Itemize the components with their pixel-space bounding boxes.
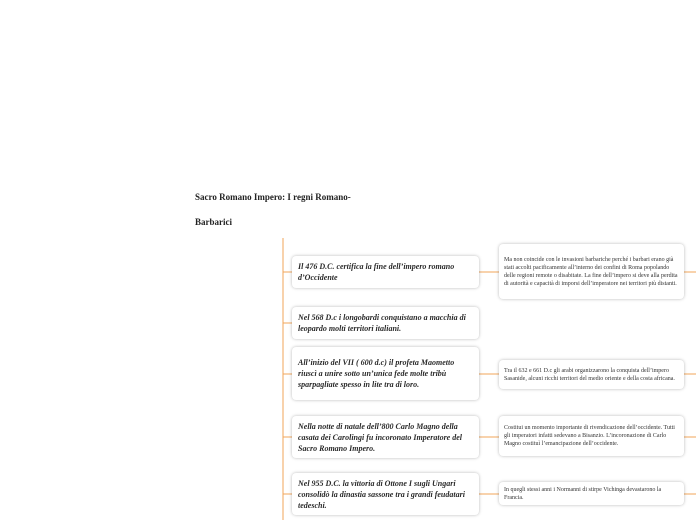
topic-node-ottone[interactable]: [292, 473, 479, 515]
note-label: In quegli stessi anni i Normanni di stirpe Vichinga devastarono la Francia.: [504, 486, 662, 501]
note-node-normanni[interactable]: [499, 482, 684, 505]
topic-node-568[interactable]: [292, 307, 479, 339]
note-node-476[interactable]: [499, 244, 684, 299]
root-topic[interactable]: Sacro Romano Impero: I regni Romano-Barbarici: [195, 192, 351, 227]
note-node-arabi[interactable]: [499, 360, 684, 389]
topic-node-476[interactable]: [292, 256, 479, 288]
topic-label: Nel 568 D.c i longobardi conquistano a macchia di leopardo molti territori italiani.: [298, 313, 466, 333]
topic-node-carlo-magno[interactable]: [292, 416, 479, 458]
topic-label: Il 476 D.C. certifica la fine dell’impero romano d’Occidente: [298, 262, 455, 282]
topic-label: Nel 955 D.C. la vittoria di Ottone I sugli Ungari consolidò la dinastia sassone tra i grandi feudatari tedeschi.: [298, 478, 465, 510]
topic-label: Nella notte di natale dell’800 Carlo Magno della casata dei Carolingi fu incoronato Imperatore del Sacro Romano Impero.: [298, 421, 463, 453]
note-node-carlo-magno[interactable]: [499, 416, 684, 456]
note-label: Ma non coincide con le invasioni barbariche perché i barbari erano già stati accolti pacificamente all’interno dei confini di Roma popolando delle regioni remote o disabitate. La fine dell’impero si deve alla perdita di autorità e capacità di imporsi dell’imperatore nei territori più distanti.: [504, 256, 678, 287]
note-label: Costitui un momento importante di rivendicazione dell’occidente. Tutti gli imperatori infatti sedevano a Bisanzio. L’incoronazione di Carlo Magno costituì l’emancipazione dell’occidente.: [504, 425, 675, 447]
note-label: Tra il 632 e 661 D.c gli arabi organizzarono la conquista dell’impero Sasanide, alcuni ricchi territori del medio oriente e della costa africana.: [504, 367, 675, 382]
topic-label: All’inizio del VII ( 600 d.c) il profeta Maometto riuscì a unire sotto un’unica fede molte tribù sparpagliate spesso in lite tra di loro.: [298, 358, 455, 389]
topic-node-maometto[interactable]: [292, 347, 479, 400]
